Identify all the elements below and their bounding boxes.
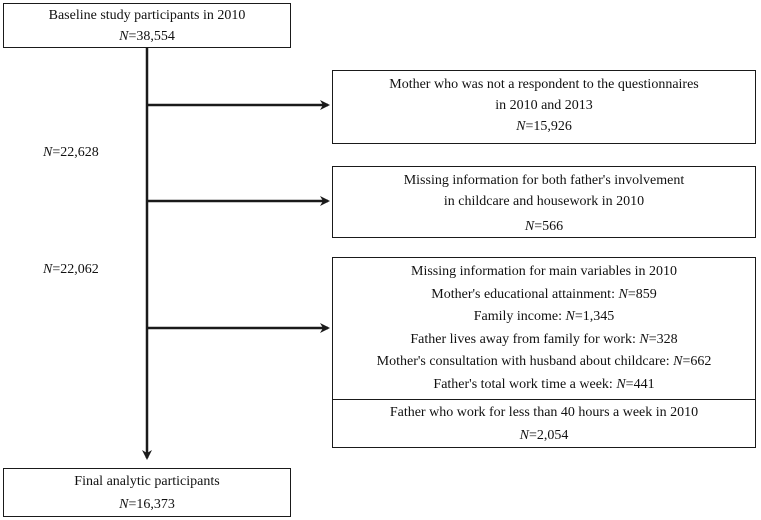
excl4-count: N=2,054 bbox=[519, 428, 569, 443]
excl2-line2: in childcare and housework in 2010 bbox=[443, 194, 645, 209]
exclusion-box-father-involvement bbox=[332, 166, 756, 238]
excl1-line1: Mother who was not a respondent to the questionnaires bbox=[389, 77, 699, 92]
excl3-item-consultation: Mother's consultation with husband about childcare: N=662 bbox=[376, 354, 712, 370]
excl2-line1: Missing information for both father's involvement bbox=[403, 173, 685, 188]
excl3-item-work-time: Father's total work time a week: N=441 bbox=[433, 376, 655, 392]
exclusion-box-work-hours bbox=[332, 399, 756, 448]
final-box bbox=[3, 468, 291, 517]
remaining-count-1: N=22,628 bbox=[43, 145, 99, 160]
excl2-count: N=566 bbox=[524, 219, 564, 234]
excl1-count: N=15,926 bbox=[516, 119, 572, 134]
excl3-item-education: Mother's educational attainment: N=859 bbox=[431, 286, 657, 302]
final-count: N=16,373 bbox=[119, 497, 175, 512]
exclusion-box-non-respondent bbox=[332, 70, 756, 144]
excl3-item-father-away: Father lives away from family for work: N=328 bbox=[410, 331, 678, 347]
baseline-count: N=38,554 bbox=[119, 29, 175, 44]
excl3-title: Missing information for main variables in 2010 bbox=[411, 264, 677, 279]
remaining-count-2: N=22,062 bbox=[43, 262, 99, 277]
baseline-title: Baseline study participants in 2010 bbox=[48, 8, 246, 23]
excl4-title: Father who work for less than 40 hours a week in 2010 bbox=[389, 405, 699, 420]
baseline-box bbox=[3, 3, 291, 48]
exclusion-box-main-variables bbox=[332, 257, 756, 400]
excl3-item-income: Family income: N=1,345 bbox=[473, 309, 615, 325]
excl1-line2: in 2010 and 2013 bbox=[495, 98, 593, 113]
final-title: Final analytic participants bbox=[74, 474, 220, 489]
